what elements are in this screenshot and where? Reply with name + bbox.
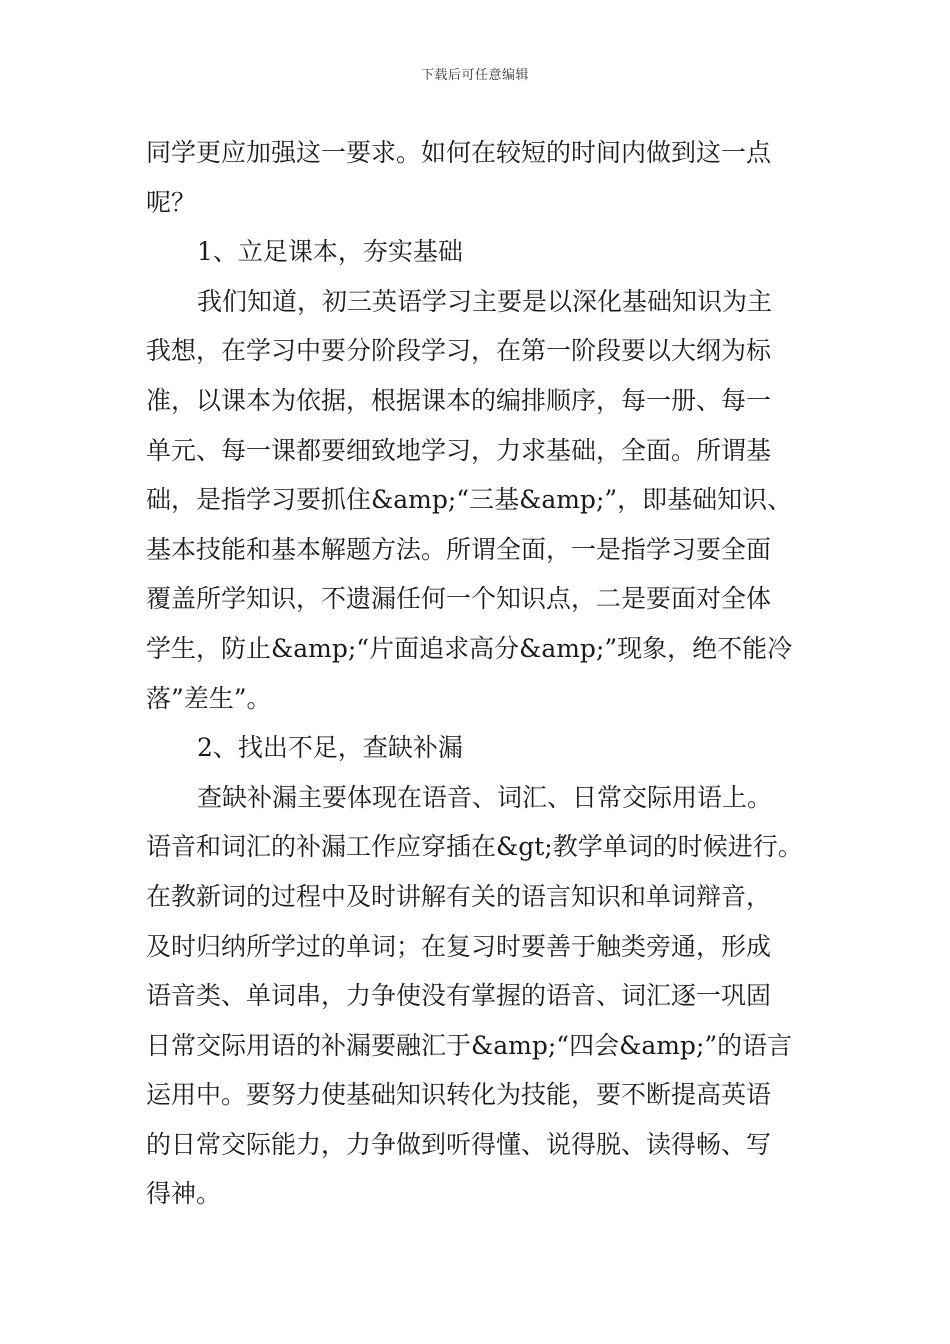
text-line: 呢？ <box>146 187 197 217</box>
text-line: 基本技能和基本解题方法。所谓全面，一是指学习要全面 <box>146 534 772 564</box>
text-line: 语音和词汇的补漏工作应穿插在&gt;教学单词的时候进行。 <box>146 832 803 862</box>
text-line: 运用中。要努力使基础知识转化为技能，要不断提高英语 <box>146 1080 772 1110</box>
text-line: 准，以课本为依据，根据课本的编排顺序，每一册、每一 <box>146 385 772 415</box>
text-line: 查缺补漏主要体现在语音、词汇、日常交际用语上。 <box>197 782 773 812</box>
text-line: 的日常交际能力，力争做到听得懂、说得脱、读得畅、写 <box>146 1129 772 1159</box>
text-line: 及时归纳所学过的单词；在复习时要善于触类旁通，形成 <box>146 931 772 961</box>
text-line: 得神。 <box>146 1179 222 1209</box>
text-line: 覆盖所学知识，不遗漏任何一个知识点，二是要面对全体 <box>146 584 772 614</box>
page-header: 下载后可任意编辑 <box>420 68 529 83</box>
text-line: 单元、每一课都要细致地学习，力求基础，全面。所谓基 <box>146 435 772 465</box>
text-line: 我们知道，初三英语学习主要是以深化基础知识为主 <box>197 286 773 316</box>
document-body <box>146 128 816 1219</box>
text-line: 同学更应加强这一要求。如何在较短的时间内做到这一点 <box>146 138 772 167</box>
text-line: 础，是指学习要抓住&amp;“三基&amp;”，即基础知识、 <box>146 485 793 515</box>
text-line: 语音类、单词串，力争使没有掌握的语音、词汇逐一巩固 <box>146 981 772 1011</box>
text-line: 我想，在学习中要分阶段学习，在第一阶段要以大纲为标 <box>146 336 772 366</box>
section-heading: 2、找出不足，查缺补漏 <box>197 733 463 763</box>
text-line: 落”差生”。 <box>146 683 272 713</box>
text-line: 日常交际用语的补漏要融汇于&amp;“四会&amp;”的语言 <box>146 1030 793 1060</box>
text-line: 在教新词的过程中及时讲解有关的语言知识和单词辩音， <box>146 881 772 911</box>
section-heading: 1、立足课本，夯实基础 <box>197 237 463 267</box>
text-line: 学生，防止&amp;“片面追求高分&amp;”现象，绝不能冷 <box>146 633 793 663</box>
